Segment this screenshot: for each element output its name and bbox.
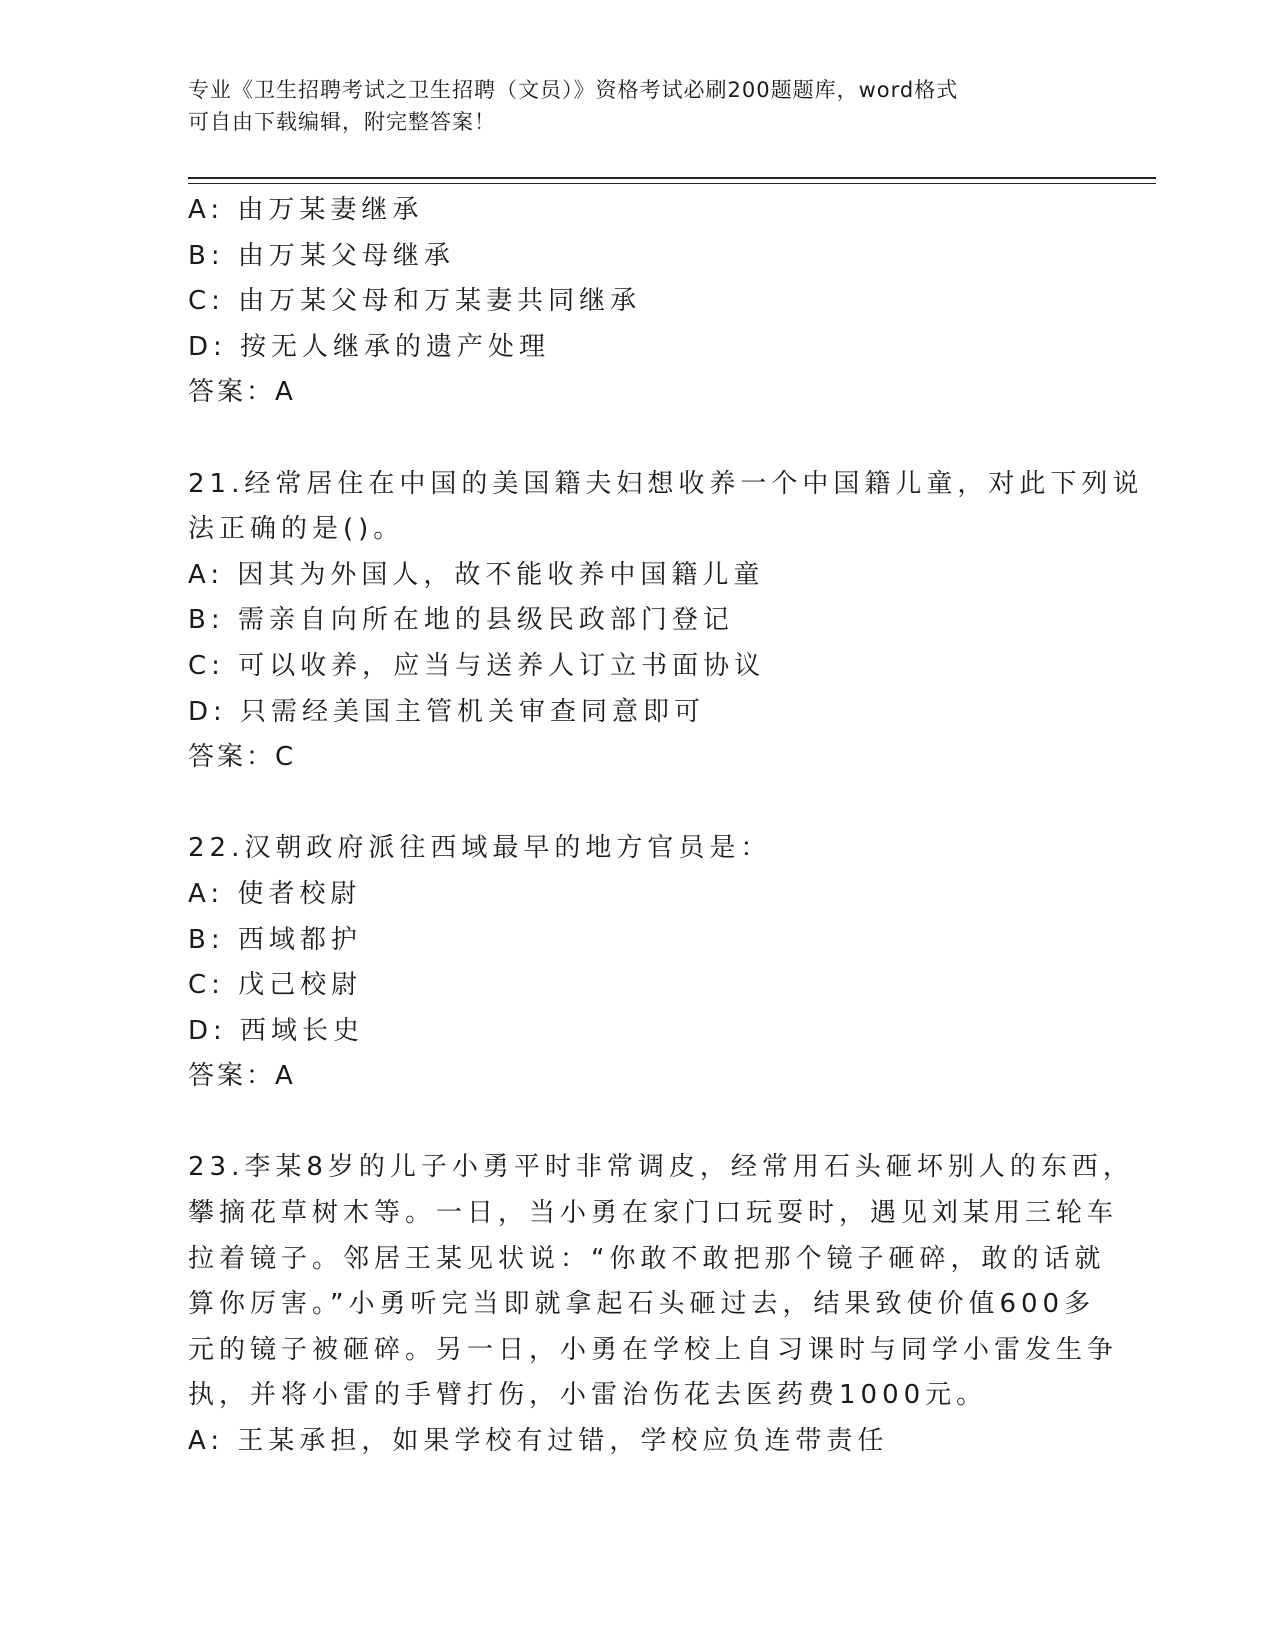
- question-text-line: 21.经常居住在中国的美国籍夫妇想收养一个中国籍儿童，对此下列说: [188, 468, 1144, 499]
- option-a: A: 使者校尉: [188, 878, 362, 909]
- option-b: B: 需亲自向所在地的县级民政部门登记: [188, 605, 734, 636]
- document-header: [188, 74, 1088, 138]
- option-a: A: 王某承担，如果学校有过错，学校应负连带责任: [188, 1426, 889, 1457]
- option-d: D: 按无人继承的遗产处理: [188, 331, 551, 362]
- question-text-line: 拉着镜子。邻居王某见状说：“你敢不敢把那个镜子砸碎，敢的话就: [188, 1243, 1106, 1274]
- question-block: [188, 826, 1088, 1100]
- option-a: A: 由万某妻继承: [188, 195, 424, 225]
- header-divider-thin: [188, 183, 1156, 184]
- question-text-line: 23.李某8岁的儿子小勇平时非常调皮，经常用石头砸坏别人的东西，: [188, 1152, 1134, 1183]
- question-block: [188, 188, 1088, 416]
- question-text-line: 法正确的是()。: [188, 514, 405, 545]
- header-line-1: 专业《卫生招聘考试之卫生招聘（文员）》资格考试必刷200题题库，word格式: [188, 78, 959, 102]
- question-list: [188, 188, 1144, 1465]
- answer-line: 答案：A: [188, 1061, 296, 1092]
- option-c: C: 由万某父母和万某妻共同继承: [188, 286, 642, 317]
- option-c: C: 戊己校尉: [188, 970, 363, 1001]
- option-d: D: 西域长史: [188, 1015, 365, 1046]
- question-text-line: 元的镜子被砸碎。另一日，小勇在学校上自习课时与同学小雷发生争: [188, 1334, 1119, 1365]
- question-text-line: 执，并将小雷的手臂打伤，小雷治伤花去医药费1000元。: [188, 1380, 988, 1411]
- spacer: [188, 416, 1088, 462]
- question-text-line: 算你厉害。”小勇听完当即就拿起石头砸过去，结果致使价值600多: [188, 1289, 1096, 1320]
- answer-line: 答案：C: [188, 742, 297, 773]
- question-block: [188, 462, 1144, 781]
- option-d: D: 只需经美国主管机关审查同意即可: [188, 696, 706, 727]
- question-text-line: 22.汉朝政府派往西域最早的地方官员是：: [188, 833, 772, 864]
- option-b: B: 由万某父母继承: [188, 240, 455, 271]
- option-a: A: 因其为外国人，故不能收养中国籍儿童: [188, 559, 765, 590]
- option-b: B: 西域都护: [188, 924, 362, 955]
- answer-line: 答案：A: [188, 377, 296, 408]
- header-line-2: 可自由下载编辑，附完整答案！: [188, 110, 496, 134]
- spacer: [188, 781, 1088, 827]
- header-divider-thick: [188, 177, 1156, 179]
- option-c: C: 可以收养，应当与送养人订立书面协议: [188, 650, 766, 681]
- spacer: [188, 1100, 1088, 1146]
- question-block: [188, 1145, 1134, 1464]
- question-text-line: 攀摘花草树木等。一日，当小勇在家门口玩耍时，遇见刘某用三轮车: [188, 1198, 1119, 1229]
